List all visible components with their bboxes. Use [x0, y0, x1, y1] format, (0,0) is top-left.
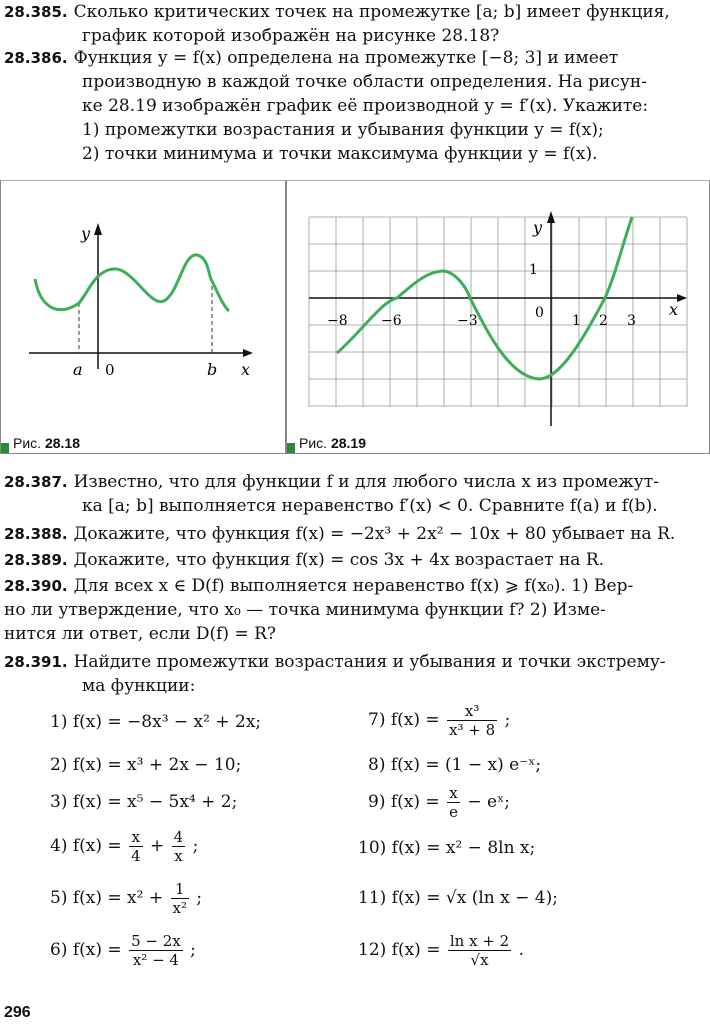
problem-text-line: Докажите, что функция f(x) = −2x³ + 2x² − 10x + 80 убывает на R.	[73, 524, 676, 544]
exercise-suffix: ;	[504, 710, 511, 730]
x-axis-arrow-icon	[243, 349, 253, 357]
exercise-suffix: ;	[196, 888, 203, 908]
problem-28-387	[4, 470, 704, 518]
problem-text-line: Для всех x ∈ D(f) выполняется неравенство f(x) ⩾ f(x₀). 1) Вер-	[73, 576, 634, 596]
problem-text-line: график которой изображён на рисунке 28.18?	[82, 26, 500, 46]
fraction	[447, 702, 497, 739]
problem-28-390	[4, 574, 704, 646]
exercise-2: 2) f(x) = x³ + 2x − 10;	[50, 755, 242, 775]
y-axis-label: y	[533, 218, 543, 237]
y-axis-label: y	[81, 224, 91, 243]
figure-caption	[13, 435, 80, 451]
numerator: 5 − 2x	[131, 932, 181, 950]
numerator: x³	[447, 702, 497, 721]
exercise-7	[368, 702, 510, 739]
problem-28-386	[4, 46, 704, 166]
problem-text-line: Известно, что для функции f и для любого числа x из промежут-	[73, 472, 659, 492]
problem-28-389	[4, 548, 704, 572]
numerator: x	[129, 828, 143, 847]
problem-number: 28.388.	[4, 525, 68, 543]
problem-text-line: Сколько критических точек на промежутке [a; b] имеет функция,	[73, 2, 670, 22]
y-axis-arrow-icon	[94, 223, 102, 235]
problem-text-line: ма функции:	[82, 676, 196, 696]
exercise-6	[50, 932, 196, 969]
denominator: x³ + 8	[449, 721, 496, 739]
caption-number: 28.18	[44, 435, 80, 451]
problem-text-line: Докажите, что функция f(x) = cos 3x + 4x возрастает на R.	[73, 550, 605, 570]
problem-number: 28.390.	[4, 577, 68, 595]
numerator: x	[447, 784, 460, 803]
tick-label-x: 2	[599, 313, 608, 329]
denominator: x² − 4	[132, 951, 179, 969]
exercise-prefix: 5) f(x) = x² +	[50, 888, 164, 908]
problem-number: 28.391.	[4, 653, 68, 671]
problem-28-385	[4, 0, 704, 48]
fraction	[448, 932, 511, 969]
numerator: 4	[173, 828, 184, 846]
caption-marker	[1, 443, 9, 453]
exercise-prefix: 4) f(x) =	[50, 836, 122, 856]
tick-label-x: −6	[381, 313, 402, 329]
problem-text-line: нится ли ответ, если D(f) = R?	[4, 624, 276, 644]
denominator: √x	[470, 951, 489, 969]
exercise-5	[50, 880, 202, 917]
figure-28-18-plot	[1, 181, 285, 431]
fraction	[447, 784, 460, 821]
page-number: 296	[4, 1004, 31, 1021]
exercise-10: 10) f(x) = x² − 8ln x;	[358, 838, 536, 858]
problem-text-line: производную в каждой точке области определения. На рисун-	[82, 72, 647, 92]
exercise-3: 3) f(x) = x⁵ − 5x⁴ + 2;	[50, 792, 238, 812]
problem-text-line: Функция y = f(x) определена на промежутке [−8; 3] и имеет	[73, 48, 619, 68]
x-axis-label: x	[241, 360, 251, 379]
problem-number: 28.386.	[4, 49, 68, 67]
figure-caption	[299, 435, 366, 451]
x-axis-arrow-icon	[677, 294, 687, 302]
problem-text-line: 1) промежутки возрастания и убывания функции y = f(x);	[82, 120, 604, 140]
exercise-1: 1) f(x) = −8x³ − x² + 2x;	[50, 712, 262, 732]
problem-text-line: Найдите промежутки возрастания и убывания и точки экстрему-	[73, 652, 666, 672]
denominator: x²	[172, 899, 187, 917]
denominator: 4	[131, 847, 141, 865]
tick-label-x: −3	[457, 313, 478, 329]
function-curve	[35, 255, 229, 311]
exercise-prefix: 9) f(x) =	[368, 792, 440, 812]
numerator: ln x + 2	[449, 932, 510, 950]
fraction	[172, 828, 186, 865]
exercise-suffix: ;	[192, 836, 199, 856]
problem-number: 28.385.	[4, 3, 68, 21]
figure-28-18	[0, 180, 286, 454]
denominator: x	[174, 847, 183, 865]
fraction	[129, 932, 183, 969]
fraction	[129, 828, 143, 865]
tick-label-y-1: 1	[529, 262, 538, 278]
origin-label: 0	[105, 361, 115, 379]
exercise-11: 11) f(x) = √x (ln x − 4);	[358, 888, 558, 908]
caption-marker	[287, 443, 295, 453]
exercise-8: 8) f(x) = (1 − x) e⁻ˣ;	[368, 755, 542, 775]
problem-text-line: но ли утверждение, что x₀ — точка минимума функции f? 2) Изме-	[4, 600, 606, 620]
exercise-suffix: .	[518, 940, 525, 960]
tick-label-x: −8	[327, 313, 348, 329]
problem-number: 28.389.	[4, 551, 68, 569]
exercise-prefix: 7) f(x) =	[368, 710, 440, 730]
exercise-4	[50, 828, 198, 865]
problem-28-391	[4, 650, 704, 698]
x-axis-label: x	[669, 300, 679, 319]
exercise-12	[358, 932, 524, 969]
exercise-suffix: ;	[190, 940, 196, 960]
caption-prefix: Рис.	[13, 435, 42, 451]
problem-number: 28.387.	[4, 473, 68, 491]
exercise-prefix: 6) f(x) =	[50, 940, 122, 960]
caption-number: 28.19	[330, 435, 366, 451]
tick-label-x: 1	[572, 313, 581, 329]
figure-28-19-plot	[287, 181, 709, 431]
label-a: a	[73, 360, 83, 379]
plus-sign: +	[150, 836, 165, 856]
problem-text-line: ке 28.19 изображён график её производной y = f′(x). Укажите:	[82, 96, 649, 116]
exercise-suffix: − eˣ;	[467, 792, 511, 812]
fraction	[171, 880, 189, 917]
caption-prefix: Рис.	[299, 435, 328, 451]
problem-text-line: 2) точки минимума и точки максимума функции y = f(x).	[82, 144, 598, 164]
tick-label-x: 3	[627, 313, 636, 329]
denominator: e	[449, 803, 458, 821]
numerator: 1	[171, 880, 189, 899]
problem-28-388	[4, 522, 704, 546]
label-b: b	[207, 360, 218, 379]
origin-label: 0	[535, 305, 544, 321]
problem-text-line: ка [a; b] выполняется неравенство f′(x) < 0. Сравните f(a) и f(b).	[82, 496, 658, 516]
figure-28-19	[286, 180, 710, 454]
grid	[309, 217, 687, 407]
exercise-9	[368, 784, 510, 821]
exercise-prefix: 12) f(x) =	[358, 940, 441, 960]
